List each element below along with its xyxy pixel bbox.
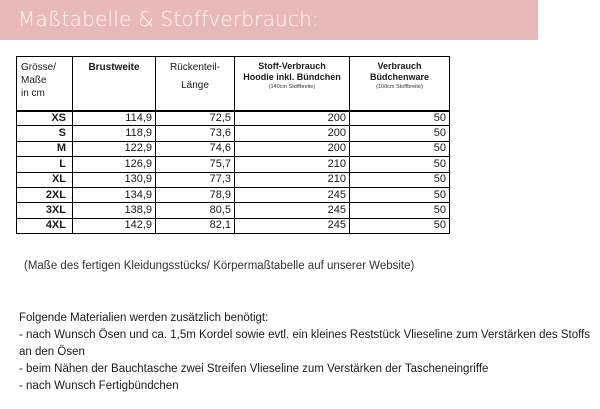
verbrauch-cell: 50 [350, 141, 450, 156]
stoff-cell: 245 [235, 187, 350, 202]
header-verbrauch-line: Verbrauch [377, 61, 422, 71]
header-brustweite: Brustweite [73, 57, 156, 111]
ruecken-cell: 74,6 [156, 141, 235, 156]
verbrauch-cell: 50 [350, 157, 450, 172]
brustweite-cell: 114,9 [73, 111, 156, 126]
size-cell: 2XL [17, 187, 73, 202]
header-ruecken [156, 57, 235, 111]
header-size-line: Maße [21, 75, 47, 86]
verbrauch-cell: 50 [350, 187, 450, 202]
title-banner [0, 0, 538, 40]
table-row [17, 218, 450, 233]
brustweite-cell: 126,9 [73, 157, 156, 172]
size-cell: XL [17, 172, 73, 187]
table-row [17, 141, 450, 156]
verbrauch-cell: 50 [350, 218, 450, 233]
table-row [17, 187, 450, 202]
header-verbrauch [350, 57, 450, 111]
header-ruecken-line: Rückenteil- [169, 62, 221, 73]
ruecken-cell: 77,3 [156, 172, 235, 187]
header-stoff [235, 57, 350, 111]
header-stoff-line: Stoff-Verbrauch [258, 61, 326, 71]
header-size-line: Grösse/ [21, 62, 57, 73]
header-size-line: in cm [21, 88, 45, 99]
ruecken-cell: 78,9 [156, 187, 235, 202]
stoff-cell: 200 [235, 111, 350, 126]
materials-item: - beim Nähen der Bauchtasche zwei Streifen Vlieseline zum Verstärken der Tascheneingriffe [19, 363, 489, 375]
size-cell: XS [17, 111, 73, 126]
header-stoff-note: (140cm Stoffbreite) [268, 84, 316, 90]
verbrauch-cell: 50 [350, 111, 450, 126]
materials-intro: Folgende Materialien werden zusätzlich benötigt: [19, 312, 269, 324]
brustweite-cell: 122,9 [73, 141, 156, 156]
materials-item: - nach Wunsch Ösen und ca. 1,5m Kordel sowie evtl. ein kleines Reststück Vlieseline zum Verstärken des Stoffs an den Ösen [19, 329, 591, 358]
stoff-cell: 200 [235, 126, 350, 141]
size-cell: 4XL [17, 218, 73, 233]
stoff-cell: 210 [235, 157, 350, 172]
table-row [17, 126, 450, 141]
verbrauch-cell: 50 [350, 203, 450, 218]
size-cell: M [17, 141, 73, 156]
verbrauch-cell: 50 [350, 172, 450, 187]
header-verbrauch-line: Büdchenware [369, 72, 429, 82]
stoff-cell: 200 [235, 141, 350, 156]
header-ruecken-line: Länge [181, 80, 209, 91]
brustweite-cell: 142,9 [73, 218, 156, 233]
size-cell: 3XL [17, 203, 73, 218]
ruecken-cell: 75,7 [156, 157, 235, 172]
table-row [17, 157, 450, 172]
header-stoff-line: Hoodie inkl. Bündchen [243, 72, 341, 82]
size-cell: L [17, 157, 73, 172]
ruecken-cell: 80,5 [156, 203, 235, 218]
table-header-row [17, 57, 450, 111]
header-verbrauch-note: (100cm Stoffbreite) [376, 84, 423, 90]
ruecken-cell: 73,6 [156, 126, 235, 141]
ruecken-cell: 82,1 [156, 218, 235, 233]
table-row [17, 111, 450, 126]
stoff-cell: 245 [235, 203, 350, 218]
ruecken-cell: 72,5 [156, 111, 235, 126]
brustweite-cell: 138,9 [73, 203, 156, 218]
materials-item: - nach Wunsch Fertigbündchen [19, 380, 179, 392]
table-footnote: (Maße des fertigen Kleidungsstücks/ Körpermaßtabelle auf unserer Website) [24, 260, 415, 272]
verbrauch-cell: 50 [350, 126, 450, 141]
table-row [17, 203, 450, 218]
stoff-cell: 210 [235, 172, 350, 187]
brustweite-cell: 134,9 [73, 187, 156, 202]
materials-section [19, 310, 594, 395]
page-title: Maßtabelle & Stoffverbrauch: [18, 7, 319, 31]
header-size [17, 57, 73, 111]
brustweite-cell: 130,9 [73, 172, 156, 187]
table-row [17, 172, 450, 187]
size-table [16, 56, 450, 234]
stoff-cell: 245 [235, 218, 350, 233]
size-cell: S [17, 126, 73, 141]
brustweite-cell: 118,9 [73, 126, 156, 141]
